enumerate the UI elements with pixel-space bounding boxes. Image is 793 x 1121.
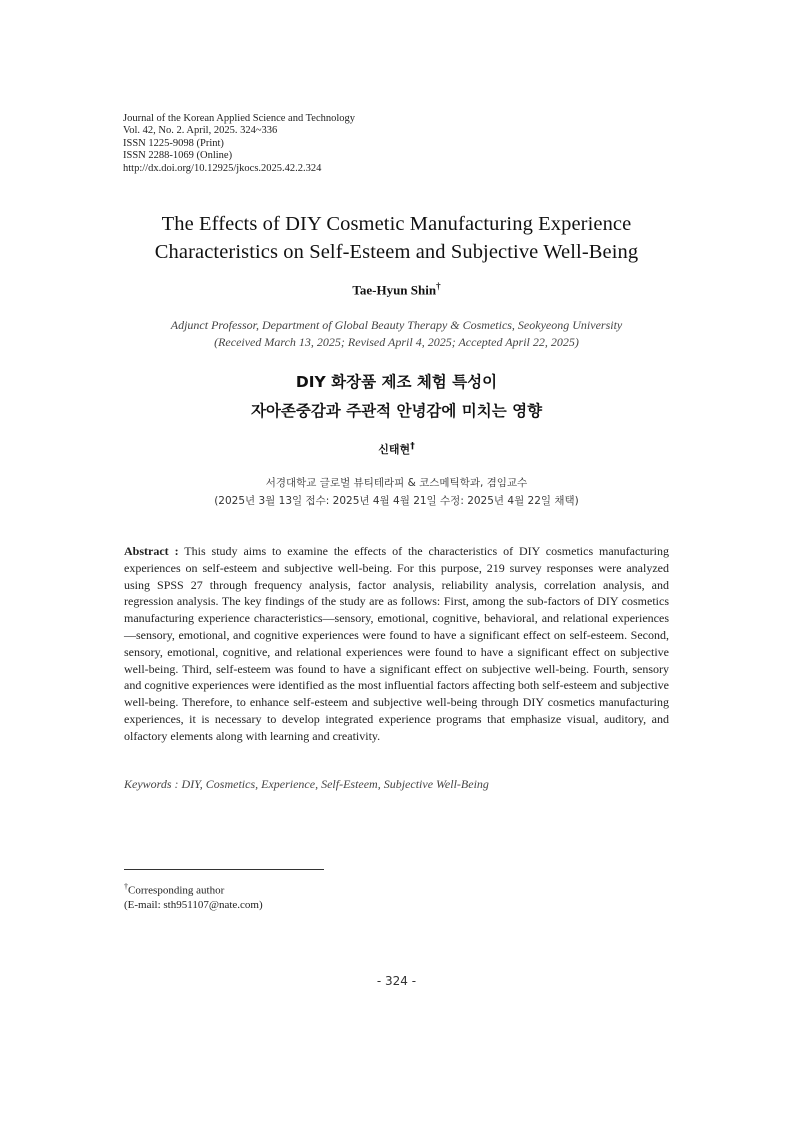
author-ko [0, 441, 793, 457]
author-name: Tae-Hyun Shin [352, 282, 437, 298]
affiliation-ko [0, 474, 793, 510]
ko-received-dates: (2025년 3월 13일 접수: 2025년 4월 4월 21일 수정: 2025년 4월 22일 채택) [214, 495, 579, 507]
ko-corresponding-mark: † [410, 441, 415, 452]
footnote [124, 880, 263, 913]
author-en [0, 281, 793, 298]
title-line-2: Characteristics on Self-Esteem and Subjective Well-Being [154, 241, 639, 263]
abstract [124, 543, 669, 745]
paper-title-en [60, 210, 733, 266]
paper-title-ko [0, 368, 793, 426]
title-line-1: The Effects of DIY Cosmetic Manufacturing Experience [161, 213, 632, 235]
footnote-label: Corresponding author [128, 884, 225, 897]
received-dates: (Received March 13, 2025; Revised April 4, 2025; Accepted April 22, 2025) [214, 335, 579, 349]
abstract-label: Abstract : [124, 544, 179, 558]
doi-link[interactable]: http://dx.doi.org/10.12925/jkocs.2025.42.2.324 [123, 162, 322, 174]
ko-author-name: 신태현 [378, 443, 411, 456]
ko-affiliation-line: 서경대학교 글로벌 뷰티테라피 & 코스메틱학과, 겸임교수 [265, 477, 528, 489]
journal-volume: Vol. 42, No. 2. April, 2025. 324~336 [123, 125, 278, 137]
ko-title-line-1: DIY 화장품 제조 체험 특성이 [295, 373, 498, 391]
journal-name: Journal of the Korean Applied Science and Technology [123, 113, 356, 124]
footnote-divider [124, 869, 324, 870]
issn-online: ISSN 2288-1069 (Online) [123, 150, 233, 162]
journal-info [123, 113, 355, 175]
page-number: - 324 - [376, 974, 417, 988]
abstract-text: This study aims to examine the effects of the characteristics of DIY cosmetics manufacturing experiences on self-esteem and subjective well-being. For this purpose, 219 survey responses were analyzed using SPSS 27 through frequency analysis, factor analysis, reliability analysis, correlation analysis, and regression analysis. The key findings of the study are as follows: First, among the sub-factors of DIY cosmetics manufacturing experience characteristics—sensory, emotional, cognitive, behavioral, and relational experiences—sensory, emotional, and cognitive experiences were found to have a significant effect on self-esteem. Second, sensory, emotional, cognitive, and relational experiences were found to have a significant effect on subjective well-being. Third, self-esteem was found to have a significant effect on subjective well-being. Fourth, sensory and cognitive experiences were identified as the most influential factors affecting both self-esteem and subjective well-being. Therefore, to enhance self-esteem and subjective well-being through DIY cosmetics manufacturing experiences, it is necessary to develop integrated experience programs that emphasize visual, auditory, and olfactory elements along with learning and creativity. [124, 544, 669, 743]
keywords: Keywords : DIY, Cosmetics, Experience, Self-Esteem, Subjective Well-Being [124, 777, 489, 791]
footnote-mark: † [124, 882, 128, 891]
issn-print: ISSN 1225-9098 (Print) [123, 137, 224, 149]
ko-title-line-2: 자아존중감과 주관적 안녕감에 미치는 영향 [250, 402, 543, 420]
corresponding-mark: † [436, 281, 441, 291]
affiliation-en [0, 317, 793, 351]
affiliation-line: Adjunct Professor, Department of Global Beauty Therapy & Cosmetics, Seokyeong University [170, 318, 623, 332]
footnote-email: (E-mail: sth951107@nate.com) [124, 899, 263, 912]
